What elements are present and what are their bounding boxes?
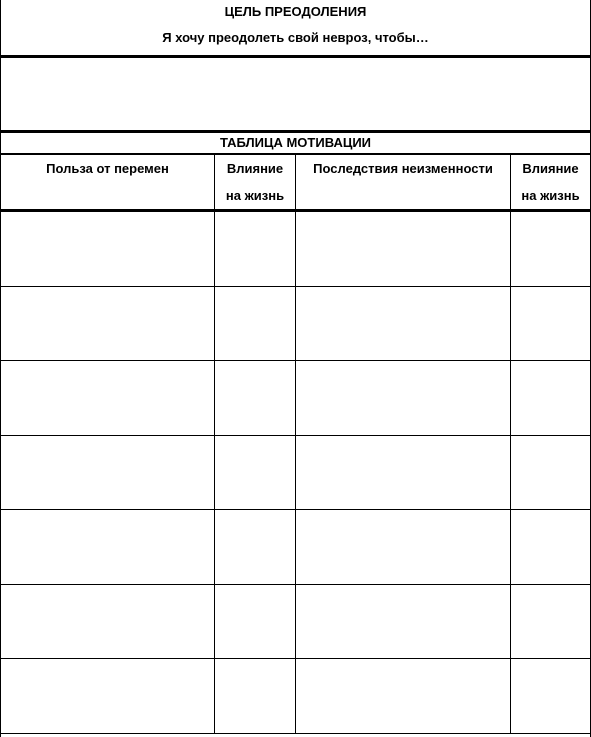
column-header-benefits: [1, 155, 215, 209]
table-cell-consequence-impact[interactable]: [511, 361, 590, 435]
column-header-benefits-label: Польза от перемен: [46, 161, 169, 176]
column-header-impact-line2: на жизнь: [521, 188, 580, 203]
table-cell-benefit[interactable]: [1, 436, 215, 510]
table-cell-consequence-impact[interactable]: [511, 510, 590, 584]
table-cell-consequence-impact[interactable]: [511, 436, 590, 510]
table-cell-consequence[interactable]: [296, 659, 511, 733]
table-cell-benefit[interactable]: [1, 585, 215, 659]
column-header-consequences-label: Последствия неизменности: [313, 161, 493, 176]
table-cell-benefit-impact[interactable]: [215, 510, 296, 584]
table-row: [1, 361, 590, 436]
table-cell-benefit[interactable]: [1, 659, 215, 733]
table-cell-consequence[interactable]: [296, 436, 511, 510]
table-cell-consequence[interactable]: [296, 585, 511, 659]
table-cell-consequence-impact[interactable]: [511, 659, 590, 733]
table-row: [1, 659, 590, 734]
column-header-impact-line2: на жизнь: [225, 188, 285, 203]
motivation-table-header: [1, 155, 590, 212]
table-row: [1, 510, 590, 585]
table-cell-consequence[interactable]: [296, 287, 511, 361]
table-cell-consequence-impact[interactable]: [511, 585, 590, 659]
table-cell-benefit-impact[interactable]: [215, 287, 296, 361]
table-cell-benefit-impact[interactable]: [215, 659, 296, 733]
table-cell-benefit-impact[interactable]: [215, 212, 296, 286]
column-header-impact-line1: Влияние: [522, 161, 579, 176]
column-header-impact-benefits: [215, 155, 296, 209]
column-header-impact-line1: Влияние: [226, 161, 284, 176]
table-cell-benefit-impact[interactable]: [215, 585, 296, 659]
table-cell-consequence[interactable]: [296, 361, 511, 435]
table-row: [1, 287, 590, 362]
table-cell-consequence-impact[interactable]: [511, 212, 590, 286]
goal-answer-field[interactable]: [1, 58, 590, 133]
goal-header: [1, 0, 590, 58]
table-cell-consequence-impact[interactable]: [511, 287, 590, 361]
motivation-table-title: ТАБЛИЦА МОТИВАЦИИ: [1, 133, 590, 155]
table-cell-benefit[interactable]: [1, 361, 215, 435]
goal-prompt: Я хочу преодолеть свой невроз, чтобы…: [162, 30, 429, 45]
column-header-impact-consequences: [511, 155, 590, 209]
table-cell-benefit[interactable]: [1, 510, 215, 584]
table-row: [1, 212, 590, 287]
table-cell-benefit-impact[interactable]: [215, 436, 296, 510]
goal-title: ЦЕЛЬ ПРЕОДОЛЕНИЯ: [224, 4, 367, 19]
table-row: [1, 436, 590, 511]
table-cell-benefit[interactable]: [1, 212, 215, 286]
table-cell-consequence[interactable]: [296, 212, 511, 286]
table-cell-consequence[interactable]: [296, 510, 511, 584]
column-header-consequences: [296, 155, 511, 209]
table-row: [1, 585, 590, 660]
table-cell-benefit[interactable]: [1, 287, 215, 361]
table-cell-benefit-impact[interactable]: [215, 361, 296, 435]
